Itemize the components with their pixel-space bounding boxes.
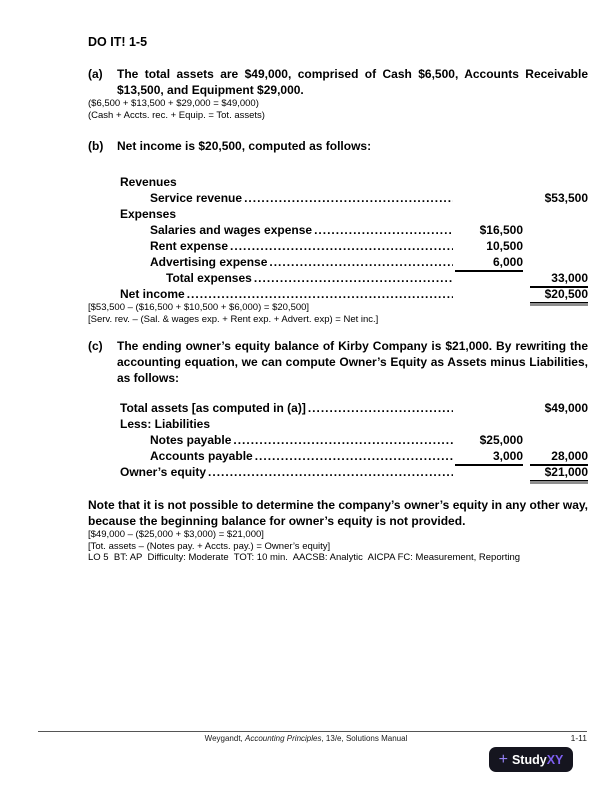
section-text: The total assets are $49,000, comprised of Cash $6,500, Accounts Receivable $13,500, and Equipment $29,000. [117, 67, 588, 97]
page-title: DO IT! 1-5 [88, 35, 148, 49]
row-label: Less: Liabilities [120, 417, 211, 431]
dot-leader [314, 222, 453, 238]
section-label: (b) [88, 139, 104, 153]
footer-citation: Weygandt, Accounting Principles, 13/e, Solutions Manual [204, 734, 408, 743]
amount-cell: $49,000 [544, 401, 588, 415]
amount-cell: $20,500 [530, 288, 588, 303]
amount-cell [530, 427, 588, 428]
table-row [120, 416, 588, 432]
section-c-paragraph [88, 338, 588, 386]
row-label: Advertising expense [150, 255, 268, 269]
section-label: (a) [88, 67, 103, 81]
dot-leader [230, 238, 453, 254]
table-row [120, 270, 588, 286]
calc-formula: (Cash + Accts. rec. + Equip. = Tot. assets) [88, 109, 265, 121]
section-text: The ending owner’s equity balance of Kirby Company is $21,000. By rewriting the accounting equation, we can compute Owner’s Equity as Assets minus Liabilities, as follows: [117, 339, 588, 385]
amount-cell [455, 217, 523, 218]
amount-cell [530, 233, 588, 234]
row-label: Owner’s equity [120, 465, 207, 479]
amount-cell [455, 185, 523, 186]
plus-icon: + [498, 750, 508, 768]
table-row [120, 254, 588, 270]
page-number: 1-11 [570, 733, 587, 743]
owners-equity-table [120, 400, 588, 480]
amount-cell: 33,000 [530, 272, 588, 288]
dot-leader [233, 432, 453, 448]
row-label: Rent expense [150, 239, 229, 253]
row-label: Expenses [120, 207, 177, 221]
dot-leader [308, 400, 453, 416]
calc-formula: ($6,500 + $13,500 + $29,000 = $49,000) [88, 98, 259, 109]
calc-formula: [$49,000 – ($25,000 + $3,000) = $21,000] [88, 529, 264, 540]
row-label: Net income [120, 287, 185, 301]
amount-cell: $21,000 [530, 466, 588, 481]
table-row [120, 464, 588, 480]
amount-cell [455, 201, 523, 202]
dot-leader [187, 286, 453, 302]
amount-cell: $53,500 [544, 191, 588, 205]
row-label: Revenues [120, 175, 177, 189]
logo-text-xy: XY [546, 752, 564, 767]
note-text: Note that it is not possible to determine the company’s owner’s equity in any other way, because the beginning balance for owner’s equity is not provided. [88, 498, 588, 528]
row-label: Total expenses [166, 271, 252, 285]
table-row [120, 174, 588, 190]
note-block [88, 497, 588, 564]
row-label: Accounts payable [150, 449, 253, 463]
amount-cell [530, 217, 588, 218]
section-a-paragraph [88, 66, 588, 98]
section-text: Net income is $20,500, computed as follows: [117, 139, 372, 153]
problem-metadata: LO 5 BT: AP Difficulty: Moderate TOT: 10 min. AACSB: Analytic AICPA FC: Measurement, Reporting [88, 552, 521, 563]
amount-cell: $16,500 [479, 223, 523, 237]
amount-cell: $25,000 [479, 433, 523, 447]
section-c [88, 338, 588, 480]
table-row [120, 190, 588, 206]
studyxy-logo [489, 747, 573, 772]
calc-formula: [$53,500 – ($16,500 + $10,500 + $6,000) = $20,500] [88, 302, 310, 313]
section-label: (c) [88, 339, 103, 353]
dot-leader [255, 448, 453, 464]
amount-cell [530, 185, 588, 186]
dot-leader [254, 270, 453, 286]
dot-leader [244, 190, 453, 206]
section-a [88, 66, 588, 121]
amount-cell: 10,500 [486, 239, 523, 253]
income-statement-table [120, 174, 588, 302]
dot-leader [208, 464, 453, 480]
row-label: Total assets [as computed in (a)] [120, 401, 306, 415]
amount-cell: 6,000 [455, 256, 523, 272]
amount-cell [455, 411, 523, 412]
amount-cell [455, 427, 523, 428]
row-label: Salaries and wages expense [150, 223, 313, 237]
row-label: Service revenue [150, 191, 243, 205]
amount-cell [455, 475, 523, 476]
table-row [120, 448, 588, 464]
amount-cell: 28,000 [530, 450, 588, 466]
calc-formula: [Serv. rev. – (Sal. & wages exp. + Rent exp. + Advert. exp) = Net inc.] [88, 313, 379, 325]
table-row [120, 222, 588, 238]
table-row [120, 286, 588, 302]
amount-cell [530, 443, 588, 444]
section-b [88, 138, 588, 325]
section-b-heading [88, 138, 588, 154]
logo-text-study: Study [511, 752, 547, 767]
amount-cell [530, 249, 588, 250]
table-row [120, 432, 588, 448]
table-row [120, 238, 588, 254]
calc-formula: [Tot. assets – (Notes pay. + Accts. pay.) = Owner’s equity] [88, 540, 331, 552]
amount-cell [455, 281, 523, 282]
table-row [120, 206, 588, 222]
amount-cell: 3,000 [455, 450, 523, 466]
dot-leader [269, 254, 453, 270]
table-row [120, 400, 588, 416]
amount-cell [530, 265, 588, 266]
amount-cell [455, 297, 523, 298]
footer-divider [38, 731, 587, 732]
row-label: Notes payable [150, 433, 232, 447]
page-content [88, 34, 588, 564]
